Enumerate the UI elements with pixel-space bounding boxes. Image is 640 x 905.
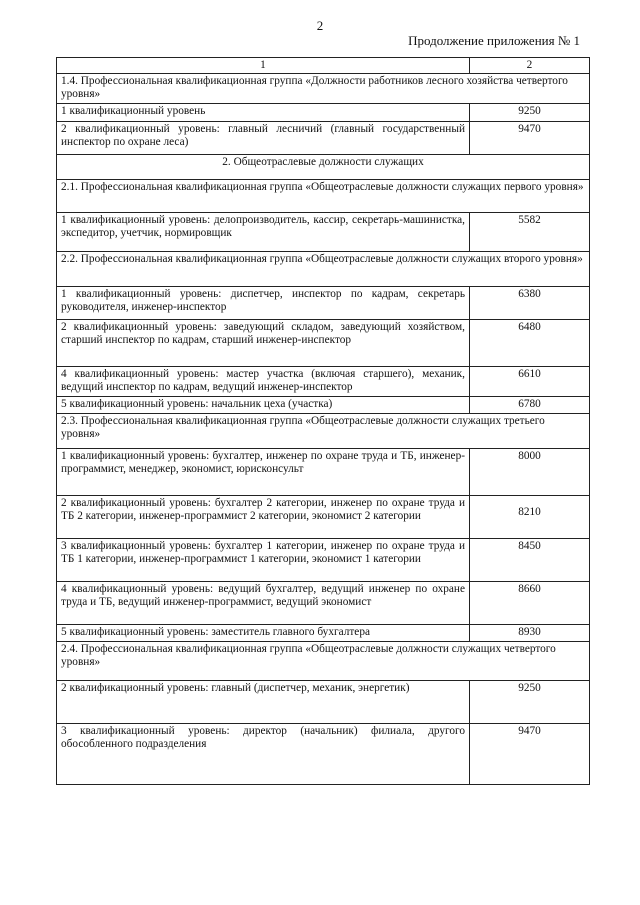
level-description: 3 квалификационный уровень: директор (начальник) филиала, другого обособленного подразделения <box>57 724 470 785</box>
group-row <box>57 414 590 449</box>
salary-value: 9470 <box>470 122 590 155</box>
salary-value: 8450 <box>470 539 590 582</box>
page-number: 2 <box>316 18 324 33</box>
table-row <box>57 681 590 724</box>
salary-value: 9250 <box>470 104 590 122</box>
group-title: 2.1. Профессиональная квалификационная группа «Общеотраслевые должности служащих первого уровня» <box>57 180 590 213</box>
table-row <box>57 625 590 642</box>
level-description: 2 квалификационный уровень: заведующий складом, заведующий хозяйством, старший инспектор по кадрам, старший инженер-инспектор <box>57 320 470 367</box>
group-title: 2.3. Профессиональная квалификационная группа «Общеотраслевые должности служащих третьего уровня» <box>57 414 590 449</box>
table-row <box>57 367 590 397</box>
salary-value: 8660 <box>470 582 590 625</box>
table-row <box>57 397 590 414</box>
column-header-2: 2 <box>470 58 590 74</box>
level-description: 4 квалификационный уровень: ведущий бухгалтер, ведущий инженер по охране труда и ТБ, ведущий инженер-программист, ведущий экономист <box>57 582 470 625</box>
salary-value: 5582 <box>470 213 590 252</box>
section-row <box>57 155 590 180</box>
level-description: 5 квалификационный уровень: начальник цеха (участка) <box>57 397 470 414</box>
group-row <box>57 74 590 104</box>
table-row <box>57 539 590 582</box>
section-title: 2. Общеотраслевые должности служащих <box>57 155 590 180</box>
level-description: 5 квалификационный уровень: заместитель главного бухгалтера <box>57 625 470 642</box>
salary-value: 9250 <box>470 681 590 724</box>
level-description: 3 квалификационный уровень: бухгалтер 1 категории, инженер по охране труда и ТБ 1 категории, инженер-программист 1 категории, экономист 1 категории <box>57 539 470 582</box>
level-description: 1 квалификационный уровень: бухгалтер, инженер по охране труда и ТБ, инженер-программист, менеджер, экономист, юрисконсульт <box>57 449 470 496</box>
salary-value: 8210 <box>470 496 590 539</box>
table-row <box>57 122 590 155</box>
level-description: 2 квалификационный уровень: главный (диспетчер, механик, энергетик) <box>57 681 470 724</box>
level-description: 2 квалификационный уровень: бухгалтер 2 категории, инженер по охране труда и ТБ 2 категории, инженер-программист 2 категории, экономист 2 категории <box>57 496 470 539</box>
column-header-1: 1 <box>57 58 470 74</box>
salary-value: 6610 <box>470 367 590 397</box>
table-row <box>57 320 590 367</box>
level-description: 1 квалификационный уровень <box>57 104 470 122</box>
salary-value: 6380 <box>470 287 590 320</box>
table-row <box>57 724 590 785</box>
table-row <box>57 287 590 320</box>
group-title: 2.4. Профессиональная квалификационная группа «Общеотраслевые должности служащих четвертого уровня» <box>57 642 590 681</box>
level-description: 1 квалификационный уровень: делопроизводитель, кассир, секретарь-машинистка, экспедитор, учетчик, нормировщик <box>57 213 470 252</box>
salary-value: 9470 <box>470 724 590 785</box>
group-title: 1.4. Профессиональная квалификационная группа «Должности работников лесного хозяйства четвертого уровня» <box>57 74 590 104</box>
table-row <box>57 449 590 496</box>
salary-value: 8000 <box>470 449 590 496</box>
level-description: 1 квалификационный уровень: диспетчер, инспектор по кадрам, секретарь руководителя, инженер-инспектор <box>57 287 470 320</box>
salary-value: 6480 <box>470 320 590 367</box>
salary-table <box>56 57 590 785</box>
table-row <box>57 104 590 122</box>
salary-value: 8930 <box>470 625 590 642</box>
group-row <box>57 252 590 287</box>
group-row <box>57 180 590 213</box>
table-row <box>57 582 590 625</box>
group-title: 2.2. Профессиональная квалификационная группа «Общеотраслевые должности служащих второго уровня» <box>57 252 590 287</box>
table-row <box>57 496 590 539</box>
appendix-continuation-note: Продолжение приложения № 1 <box>408 33 580 48</box>
level-description: 4 квалификационный уровень: мастер участка (включая старшего), механик, ведущий инспектор по кадрам, ведущий инженер-инспектор <box>57 367 470 397</box>
table-header-row <box>57 58 590 74</box>
level-description: 2 квалификационный уровень: главный лесничий (главный государственный инспектор по охране леса) <box>57 122 470 155</box>
group-row <box>57 642 590 681</box>
table-row <box>57 213 590 252</box>
salary-value: 6780 <box>470 397 590 414</box>
